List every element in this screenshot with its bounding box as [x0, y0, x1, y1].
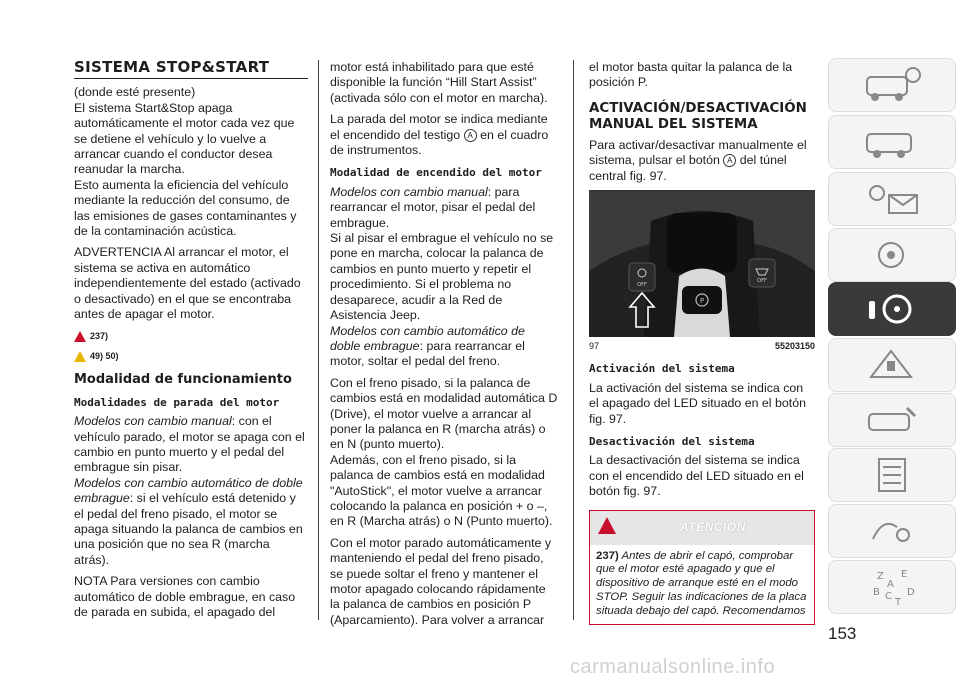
caution-reference: 49) 50) — [74, 349, 308, 364]
index-letter: A — [887, 579, 894, 590]
index-letter: B — [873, 587, 880, 598]
section-heading: ACTIVACIÓN/DESACTIVACIÓN MANUAL DEL SISTEMA — [589, 100, 807, 132]
stop-start-indicator-icon: A — [464, 129, 477, 142]
index-letter: C — [885, 591, 892, 602]
caution-triangle-icon — [74, 351, 86, 362]
paragraph: La activación del sistema se indica con el apagado del LED situado en el botón fig. 97. — [589, 380, 807, 426]
danger-triangle-icon — [74, 331, 86, 342]
figure-caption: 97 55203150 — [589, 341, 815, 352]
multimedia-icon — [857, 509, 927, 553]
paragraph: Modelos con cambio manual: para rearrancar el motor, pisar el pedal del embrague. — [330, 184, 536, 230]
key-steering-wheel-icon — [857, 287, 927, 331]
paragraph: NOTA Para versiones con cambio automático de doble embrague, en caso de parada en subida, el apagado del — [74, 574, 296, 619]
chapter-tab-10[interactable] — [828, 560, 956, 614]
subheading: Modalidades de parada del motor — [74, 395, 280, 409]
figure-97 — [589, 190, 815, 337]
paragraph: Para activar/desactivar manualmente el sistema, pulsar el botón A del túnel central fig. 97. — [589, 137, 807, 183]
column-divider — [573, 60, 574, 620]
warning-text: 237) Antes de abrir el capó, comprobar que el motor esté apagado y que el dispositivo de arranque esté en el modo STOP. Seguir las indicaciones de la placa situada debajo del capó. Recomendamos — [596, 549, 807, 617]
page-number: 153 — [828, 624, 857, 643]
chapter-tab-1[interactable] — [828, 58, 956, 112]
subheading: Desactivación del sistema — [589, 435, 755, 449]
column-1 — [74, 60, 308, 626]
column-2 — [330, 60, 558, 634]
paragraph: La desactivación del sistema se indica con el encendido del LED situado en el botón fig. 97. — [589, 453, 804, 499]
paragraph: Esto aumenta la eficiencia del vehículo mediante la reducción del consumo, de las emisiones de gases contaminantes y de la contaminación acústica. — [74, 177, 297, 239]
chapter-tab-9[interactable] — [828, 504, 956, 558]
subsection-title: Modalidad de funcionamiento — [74, 372, 292, 388]
chapter-tab-3[interactable] — [828, 172, 956, 226]
paragraph: Modelos con cambio manual: con el vehículo parado, el motor se apaga con el cambio en punto muerto y el pedal del embrague sin pisar. — [74, 414, 305, 475]
paragraph: (donde esté presente) — [74, 85, 196, 100]
paragraph: el motor basta quitar la palanca de la posición P. — [589, 60, 793, 90]
warning-box — [589, 510, 815, 625]
warning-reference: 237) — [74, 329, 308, 344]
technical-data-icon — [857, 453, 927, 497]
paragraph: El sistema Start&Stop apaga automáticamente el motor cada vez que se detiene el vehículo y lo vuelve a arrancar cuando el conductor desea reanudar la marcha. — [74, 100, 295, 177]
fig-button-1-label: OFF — [637, 282, 647, 289]
section-title: SISTEMA STOP&START — [74, 60, 308, 79]
chapter-tab-2[interactable] — [828, 115, 956, 169]
airbag-seat-icon — [857, 233, 927, 277]
paragraph: ADVERTENCIA Al arrancar el motor, el sistema se activa en automático independientemente del estado (activado o desactivado) en el que se encontraba antes de apagar el motor. — [74, 245, 301, 322]
column-3 — [589, 60, 815, 625]
watermark: carmanualsonline.info — [570, 656, 776, 678]
chapter-tab-5[interactable] — [828, 282, 956, 336]
car-info-icon — [857, 63, 927, 107]
chapter-tab-6[interactable] — [828, 338, 956, 392]
stop-start-button-icon: A — [723, 154, 736, 167]
car-maintenance-icon — [857, 398, 927, 442]
chapter-tab-8[interactable] — [828, 448, 956, 502]
paragraph: Con el motor parado automáticamente y manteniendo el pedal del freno pisado, se puede soltar el freno y mantener el motor apagado colocando rápidamente la palanca de cambios en posición P (Aparcamiento). Para volver a arrancar — [330, 535, 552, 627]
danger-triangle-icon — [598, 517, 616, 534]
paragraph: Modelos con cambio automático de doble embrague: para rearrancar el motor, soltar el pedal del freno. — [330, 323, 525, 369]
subheading: Activación del sistema — [589, 362, 735, 376]
center-console-illustration — [589, 191, 815, 337]
car-dashboard-icon — [857, 120, 927, 164]
paragraph: Modelos con cambio automático de doble embrague: si el vehículo está detenido y el pedal del freno pisado, el motor se apaga situando la palanca de cambios en una posición que no sea R (marcha atrás). — [74, 475, 303, 567]
paragraph: Si al pisar el embrague el vehículo no se pone en marcha, colocar la palanca de cambios en punto muerto y repetir el procedimiento. Si el problema no desaparece, acudir a la Red de Asistencia Jeep. — [330, 231, 554, 323]
paragraph: motor está inhabilitado para que esté disponible la función “Hill Start Assist” (activada sólo con el motor en marcha). — [330, 60, 548, 105]
fig-button-2-label: OFF — [757, 278, 767, 285]
index-letter: T — [895, 597, 902, 608]
chapter-tab-7[interactable] — [828, 393, 956, 447]
chapter-tab-4[interactable] — [828, 228, 956, 282]
column-divider — [318, 60, 319, 620]
paragraph: Con el freno pisado, si la palanca de cambios está en modalidad automática D (Drive), el motor vuelve a arrancar al poner la palanca en R (marcha atrás) o en N (punto muerto). — [330, 375, 558, 452]
roadside-emergency-icon — [857, 343, 927, 387]
svg-text:P: P — [699, 297, 705, 306]
index-letter: E — [901, 569, 908, 580]
paragraph: Además, con el freno pisado, si la palanca de cambios está en modalidad "AutoStick", el motor vuelve a arrancar colocando la palanca en posición + o –, en R (Marcha atrás) o N (Punto muerto). — [330, 452, 553, 529]
warning-header: ATENCIÓN — [590, 511, 814, 545]
index-letter: Z — [877, 571, 884, 582]
warning-lights-icon — [857, 177, 927, 221]
paragraph: La parada del motor se indica mediante el encendido del testigo A en el cuadro de instrumentos. — [330, 112, 549, 158]
subheading: Modalidad de encendido del motor — [330, 166, 542, 180]
alphabetical-index-icon — [857, 565, 927, 609]
index-letter: D — [907, 587, 915, 598]
